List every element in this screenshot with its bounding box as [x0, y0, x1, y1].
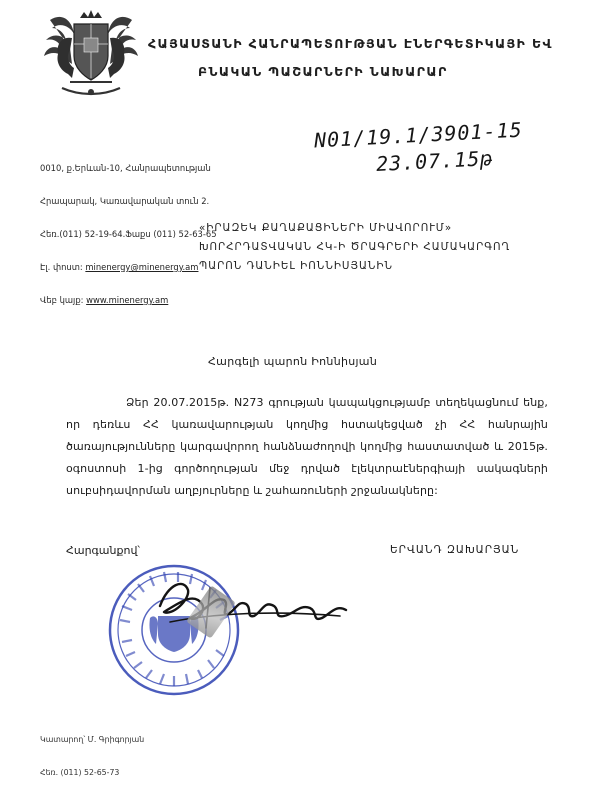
signature-icon	[150, 570, 360, 640]
recipient-name: ՊԱՐՈՆ ԴԱՆԻԵԼ ԻՈՆՆԻՍՅԱՆԻՆ	[199, 260, 393, 272]
reference-number: N01/19.1/3901-15	[313, 117, 524, 153]
website-link[interactable]: www.minenergy.am	[86, 295, 169, 305]
address-line2: Հրապարակ, Կառավարական տուն 2.	[40, 196, 210, 206]
salutation: Հարգելի պարոն Իոննիսյան	[208, 355, 378, 368]
website-label: Վեբ կայք:	[40, 295, 87, 305]
ministry-title-line2: ԲՆԱԿԱՆ ՊԱՇԱՐՆԵՐԻ ՆԱԽԱՐԱՐ	[198, 64, 448, 79]
executor-name: Կատարող՝ Մ. Գրիգորյան	[40, 735, 145, 744]
contact-block	[40, 141, 217, 317]
email-row	[40, 262, 217, 273]
signature	[150, 570, 360, 640]
website-row	[40, 295, 217, 306]
letter-body: Ձեր 20.07.2015թ. N273 գրության կապակցությամբ տեղեկացնում ենք, որ դեռևս ՀՀ կառավարության կողմից հստակեցված չի ՀՀ հանրային ծառայությունները կարգավորող հանձնաժողովի կողմից հաստատված և 2015թ. օգոստոսի 1-ից գործողության մեջ դրված էլեկտրաէներգիայի սակագների սուբսիդավորման աղբյուրները և շահառուների շրջանակները:	[66, 396, 548, 497]
executor-phone: Հեռ. (011) 52-65-73	[40, 768, 120, 777]
email-label: Էլ. փոստ:	[40, 262, 86, 272]
recipient-block	[199, 219, 510, 276]
closing: Հարգանքով՝	[66, 544, 141, 557]
address-line1: 0010, ք.Երևան-10, Հանրապետության	[40, 163, 211, 173]
ministry-title-line1: ՀԱՅԱՍՏԱՆԻ ՀԱՆՐԱՊԵՏՈՒԹՅԱՆ ԷՆԵՐԳԵՏԻԿԱՅԻ ԵՎ	[148, 36, 553, 51]
recipient-position: ԽՈՐՀՐԴԱՏՎԱԿԱՆ ՀԿ-Ի ԾՐԱԳՐԵՐԻ ՀԱՄԱԿԱՐԳՈՂ	[199, 241, 511, 253]
coat-of-arms-icon	[40, 8, 142, 98]
coat-of-arms	[40, 8, 142, 98]
phone-fax: Հեռ.(011) 52-19-64.Ֆաքս (011) 52-63-65	[40, 229, 217, 239]
email-link[interactable]: minenergy@minenergy.am	[85, 262, 199, 272]
reference-date: 23.07.15թ	[375, 145, 494, 177]
recipient-organization: «ԻՐԱԶԵԿ ՔԱՂԱՔԱՑԻՆԵՐԻ ՄԻԱՎՈՐՈՒՄ»	[199, 222, 453, 234]
signer-name: ԵՐՎԱՆԴ ԶԱԽԱՐՅԱՆ	[390, 544, 520, 556]
executor-block	[40, 712, 144, 789]
